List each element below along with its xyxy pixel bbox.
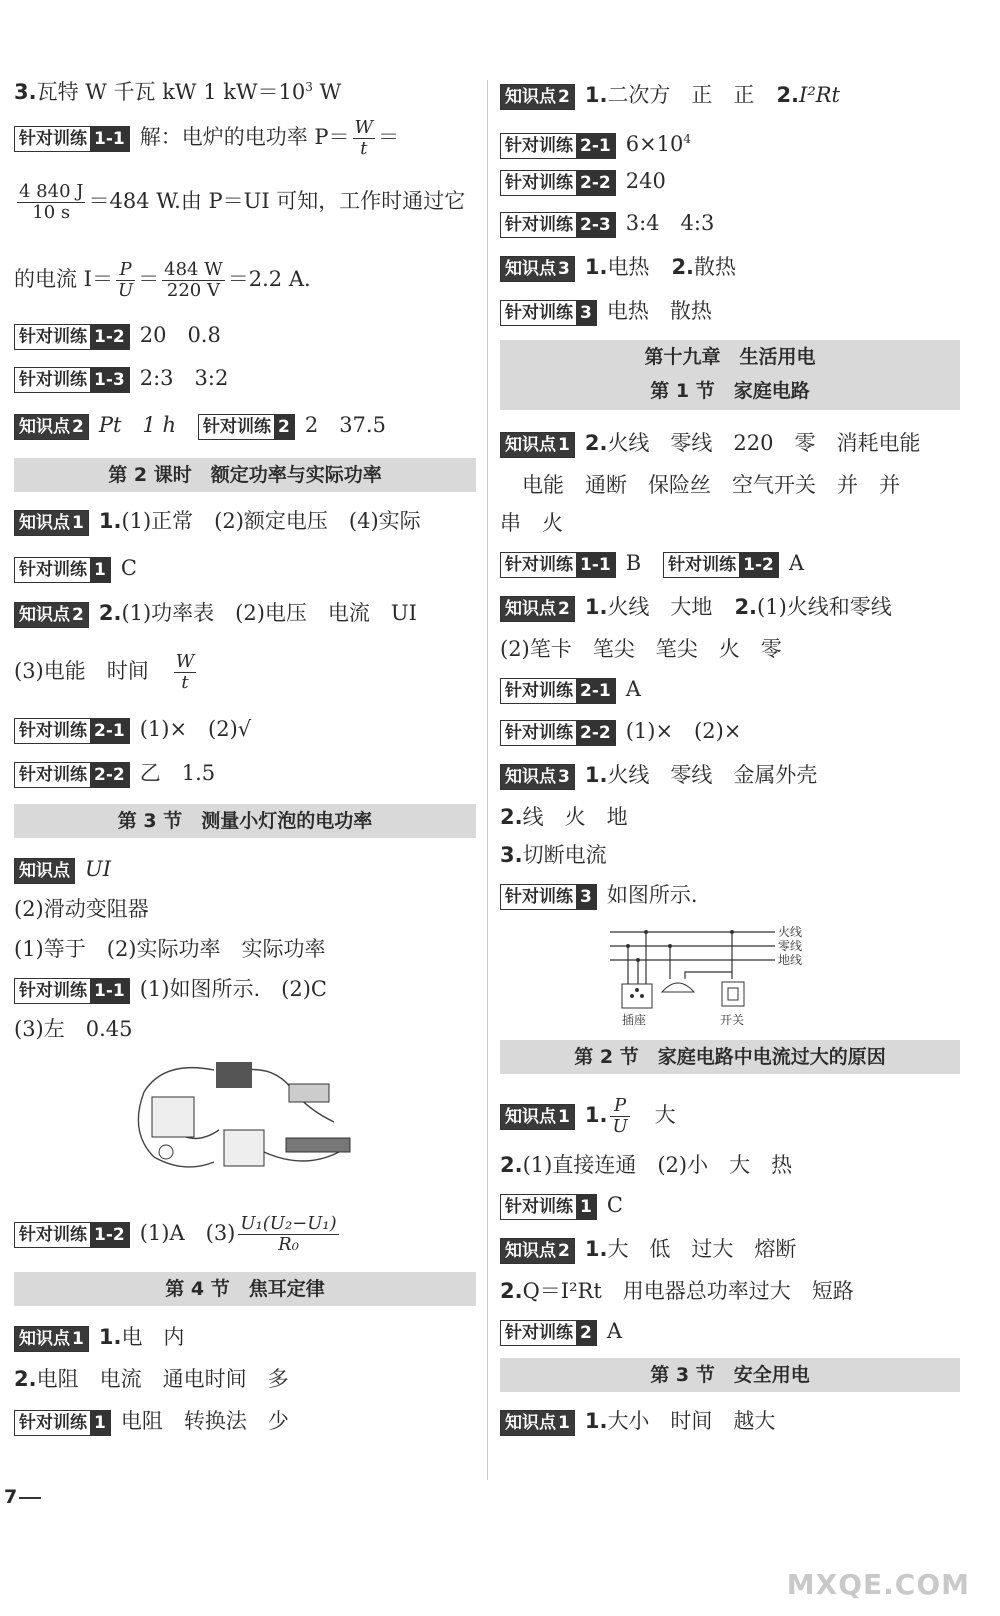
answer-text: 电阻 电流 通电时间 多 [36, 1367, 289, 1391]
answer-text: 电能 通断 保险丝 空气开关 并 并 [522, 473, 900, 497]
answer-line: 知识点 1 1.(1)正常 (2)额定电压 (4)实际 [14, 506, 476, 536]
answer-line [500, 716, 960, 746]
knowledge-tag: 知识点 2 [500, 596, 575, 622]
training-tag: 针对训练 1-1 [14, 978, 130, 1004]
knowledge-tag: 知识点 1 [14, 510, 89, 536]
answer-line [500, 208, 960, 238]
answer-text: C [120, 556, 137, 580]
answer-text: 火线 零线 金属外壳 [607, 763, 818, 787]
section-header: 第 3 节 安全用电 [500, 1358, 960, 1392]
answer-line [500, 634, 960, 664]
household-circuit-diagram [610, 924, 850, 1034]
training-tag: 针对训练 2 [500, 1320, 597, 1346]
training-tag: 针对训练 1-2 [663, 552, 779, 578]
answer-line: 知识点 2 1.火线 大地 2.(1)火线和零线 [500, 592, 960, 622]
knowledge-tag: 知识点 2 [14, 414, 89, 440]
answer-text: 瓦特 W 千瓦 kW 1 kW＝10 [36, 80, 306, 104]
training-tag: 针对训练 1-2 [14, 1222, 130, 1248]
answer-text: C [606, 1193, 623, 1217]
answer-text: 线 火 地 [522, 805, 628, 829]
answer-text: (2)笔卡 笔尖 笔尖 火 零 [500, 637, 782, 661]
knowledge-tag: 知识点 1 [500, 1410, 575, 1436]
answer-line [14, 758, 476, 788]
answer-text: ＝2.2 A. [227, 267, 311, 291]
answer-line [14, 714, 476, 744]
answer-text: 电热 [607, 255, 650, 279]
chapter-title: 第十九章 生活用电 [644, 346, 816, 368]
knowledge-tag: 知识点 1 [14, 1326, 89, 1352]
column-divider [487, 80, 488, 1480]
knowledge-tag: 知识点 3 [500, 764, 575, 790]
answer-line [14, 854, 476, 884]
circuit-photo-figure [124, 1052, 364, 1182]
watermark: MXQE.COM [786, 1568, 970, 1601]
answer-text: (1)正常 (2)额定电压 (4)实际 [121, 509, 421, 533]
answer-line: 2.(1)直接连通 (2)小 大 热 [500, 1153, 793, 1177]
fraction: $\frac{4 840 J}{10 s}$ [19, 181, 84, 223]
item-number: 3. [14, 80, 37, 104]
training-tag: 针对训练 2-2 [14, 762, 130, 788]
live-wire-label: 火线 [778, 925, 803, 939]
superscript: 3 [305, 80, 313, 94]
answer-text: 电 内 [121, 1325, 185, 1349]
answer-line [500, 548, 960, 578]
answer-line: 的电流 I＝ $\frac{P}{U}$ ＝ $\frac{484 W}{220 V}$ ＝2.2 A. [14, 259, 311, 301]
answer-line: 知识点 1 1. $\frac{P}{U}$ 大 [500, 1096, 960, 1137]
training-tag: 针对训练 1-1 [14, 126, 130, 152]
training-tag: 针对训练 2-3 [500, 212, 616, 238]
answer-line: 2.线 火 地 [500, 805, 628, 829]
answer-line [14, 652, 476, 693]
neutral-wire-label: 零线 [778, 939, 803, 953]
answer-text: 火线 大地 [607, 595, 713, 619]
answer-line [500, 1316, 960, 1346]
fraction: $\frac{W}{t}$ [175, 651, 195, 693]
voltmeter-icon [224, 1130, 264, 1166]
answer-text: (3)左 0.45 [14, 1017, 133, 1041]
answer-line [500, 508, 960, 538]
socket-icon [622, 984, 652, 1008]
answer-text: 串 火 [500, 511, 563, 535]
training-tag: 针对训练 2-1 [14, 718, 130, 744]
answer-line: 知识点 1 1.电 内 [14, 1322, 476, 1352]
answer-line [14, 1214, 476, 1255]
answer-text: 的电流 I＝ [14, 267, 113, 291]
training-tag: 针对训练 2-1 [500, 678, 616, 704]
answer-line [500, 166, 960, 196]
answer-line [500, 880, 960, 910]
answer-line [14, 118, 476, 159]
knowledge-tag: 知识点 2 [500, 1238, 575, 1264]
rheostat-icon [286, 1138, 350, 1152]
answer-text: (1)× (2)√ [139, 717, 252, 741]
answer-text: (1)× (2)× [625, 719, 742, 743]
switch-icon [289, 1084, 329, 1102]
answer-text: (1)功率表 (2)电压 电流 UI [121, 601, 417, 625]
answer-text: Pt 1 h [98, 413, 176, 437]
answer-line: 知识点 2 1.大 低 过大 熔断 [500, 1234, 960, 1264]
answer-text: ＝ [378, 125, 400, 149]
answer-text: 电热 散热 [606, 299, 712, 323]
training-tag: 针对训练 2-1 [500, 133, 616, 159]
answer-text: 2 37.5 [304, 413, 386, 437]
answer-text: ＝484 W.由 P＝UI 可知，工作时通过它 [88, 189, 466, 213]
answer-text: (3)电能 时间 [14, 659, 149, 683]
section-title: 第 1 节 家庭电路 [650, 380, 810, 402]
knowledge-tag: 知识点 2 [500, 84, 575, 110]
fraction: $\frac{W}{t}$ [354, 117, 374, 159]
knowledge-tag: 知识点 1 [500, 1104, 575, 1130]
answer-line [14, 1014, 476, 1044]
answer-line [14, 934, 476, 964]
lamp-icon [662, 983, 694, 992]
fraction: $\frac{\text{U₁(U₂−U₁)}}{\text{R₀}}$ [240, 1213, 337, 1255]
training-tag: 针对训练 1 [14, 557, 111, 583]
answer-text: UI [85, 857, 111, 881]
ground-wire-label: 地线 [778, 953, 803, 967]
training-tag: 针对训练 1-1 [500, 552, 616, 578]
answer-line [14, 410, 476, 440]
answer-line [14, 1406, 476, 1436]
training-tag: 针对训练 2-2 [500, 720, 616, 746]
answer-line [500, 296, 960, 326]
answer-text: Q＝I²Rt 用电器总功率过大 短路 [522, 1279, 854, 1303]
answer-text: A [606, 1319, 623, 1343]
answer-text: B [625, 551, 642, 575]
answer-line [14, 320, 476, 350]
answer-text: 240 [625, 169, 666, 193]
knowledge-tag: 知识点 3 [500, 256, 575, 282]
answer-line [14, 553, 476, 583]
answer-line: 知识点 2 2.(1)功率表 (2)电压 电流 UI [14, 598, 476, 628]
answer-text: 解：电炉的电功率 P＝ [139, 125, 350, 149]
answer-text: 如图所示. [606, 883, 698, 907]
answer-line [522, 470, 960, 500]
answer-line: 知识点 2 1.二次方 正 正 2.I²Rt [500, 80, 960, 110]
switch-label: 开关 [720, 1013, 745, 1027]
ammeter-icon [152, 1097, 194, 1137]
knowledge-tag: 知识点 2 [14, 602, 89, 628]
answer-text: 3:4 4:3 [625, 211, 715, 235]
answer-line: 知识点 3 1.火线 零线 金属外壳 [500, 760, 960, 790]
answer-text: (1)如图所示. (2)C [139, 977, 327, 1001]
fraction: $\frac{P}{U}$ [117, 259, 134, 301]
answer-text: 二次方 正 正 [607, 83, 755, 107]
chapter-header [500, 340, 960, 410]
training-tag: 针对训练 2 [198, 414, 295, 440]
answer-line: 知识点 1 2.火线 零线 220 零 消耗电能 [500, 428, 960, 458]
section-header: 第 2 节 家庭电路中电流过大的原因 [500, 1040, 960, 1074]
page-number: 7 [4, 1486, 41, 1508]
answer-line [500, 674, 960, 704]
answer-line [14, 363, 476, 393]
answer-line: 2.电阻 电流 通电时间 多 [14, 1367, 289, 1391]
answer-line [14, 894, 476, 924]
answer-line: 知识点 3 1.电热 2.散热 [500, 252, 960, 282]
section-header: 第 2 课时 额定功率与实际功率 [14, 458, 476, 492]
answer-text: 大 [654, 1103, 676, 1127]
fraction: $\frac{P}{U}$ [612, 1095, 628, 1137]
knowledge-tag: 知识点 [14, 858, 75, 884]
answer-line [500, 1190, 960, 1220]
answer-text: 2:3 3:2 [139, 366, 229, 390]
answer-text: A [625, 677, 641, 701]
answer-text: 火线 零线 220 零 消耗电能 [607, 431, 921, 455]
socket-label: 插座 [622, 1013, 647, 1027]
answer-text: (1)A (3) [139, 1221, 236, 1245]
answer-line: 知识点 1 1.大小 时间 越大 [500, 1406, 960, 1436]
battery-icon [216, 1062, 252, 1088]
answer-text: A [788, 551, 805, 575]
answer-text: 散热 [694, 255, 737, 279]
training-tag: 针对训练 1 [500, 1194, 597, 1220]
answer-text: 切断电流 [522, 843, 607, 867]
answer-text: 电阻 转换法 少 [120, 1409, 289, 1433]
answer-text: 大小 时间 越大 [607, 1409, 776, 1433]
answer-text: 乙 1.5 [139, 761, 216, 785]
answer-line: 针对训练 2-1 $6\times 10^4$ [500, 124, 960, 159]
answer-text: (1)火线和零线 [757, 595, 892, 619]
answer-text: (1)直接连通 (2)小 大 热 [522, 1153, 793, 1177]
answer-text: (1)等于 (2)实际功率 实际功率 [14, 937, 326, 961]
answer-line [14, 182, 476, 223]
answer-text: 6×10 [625, 132, 684, 156]
answer-line [14, 974, 476, 1004]
knowledge-tag: 知识点 1 [500, 432, 575, 458]
answer-text: W [312, 80, 342, 104]
training-tag: 针对训练 3 [500, 300, 597, 326]
training-tag: 针对训练 2-2 [500, 170, 616, 196]
section-header: 第 3 节 测量小灯泡的电功率 [14, 804, 476, 838]
answer-line [14, 72, 476, 107]
answer-line: 3.切断电流 [500, 843, 607, 867]
section-header: 第 4 节 焦耳定律 [14, 1272, 476, 1306]
training-tag: 针对训练 1 [14, 1410, 111, 1436]
fraction: $\frac{484 W}{220 V}$ [164, 259, 223, 301]
training-tag: 针对训练 1-2 [14, 324, 130, 350]
training-tag: 针对训练 3 [500, 884, 597, 910]
training-tag: 针对训练 1-3 [14, 367, 130, 393]
lamp-icon [159, 1145, 173, 1159]
answer-text: (2)滑动变阻器 [14, 897, 149, 921]
answer-text: I²Rt [799, 83, 840, 107]
answer-text: 20 0.8 [139, 323, 221, 347]
answer-text: 大 低 过大 熔断 [607, 1237, 797, 1261]
answer-line: 2.Q＝I²Rt 用电器总功率过大 短路 [500, 1279, 854, 1303]
